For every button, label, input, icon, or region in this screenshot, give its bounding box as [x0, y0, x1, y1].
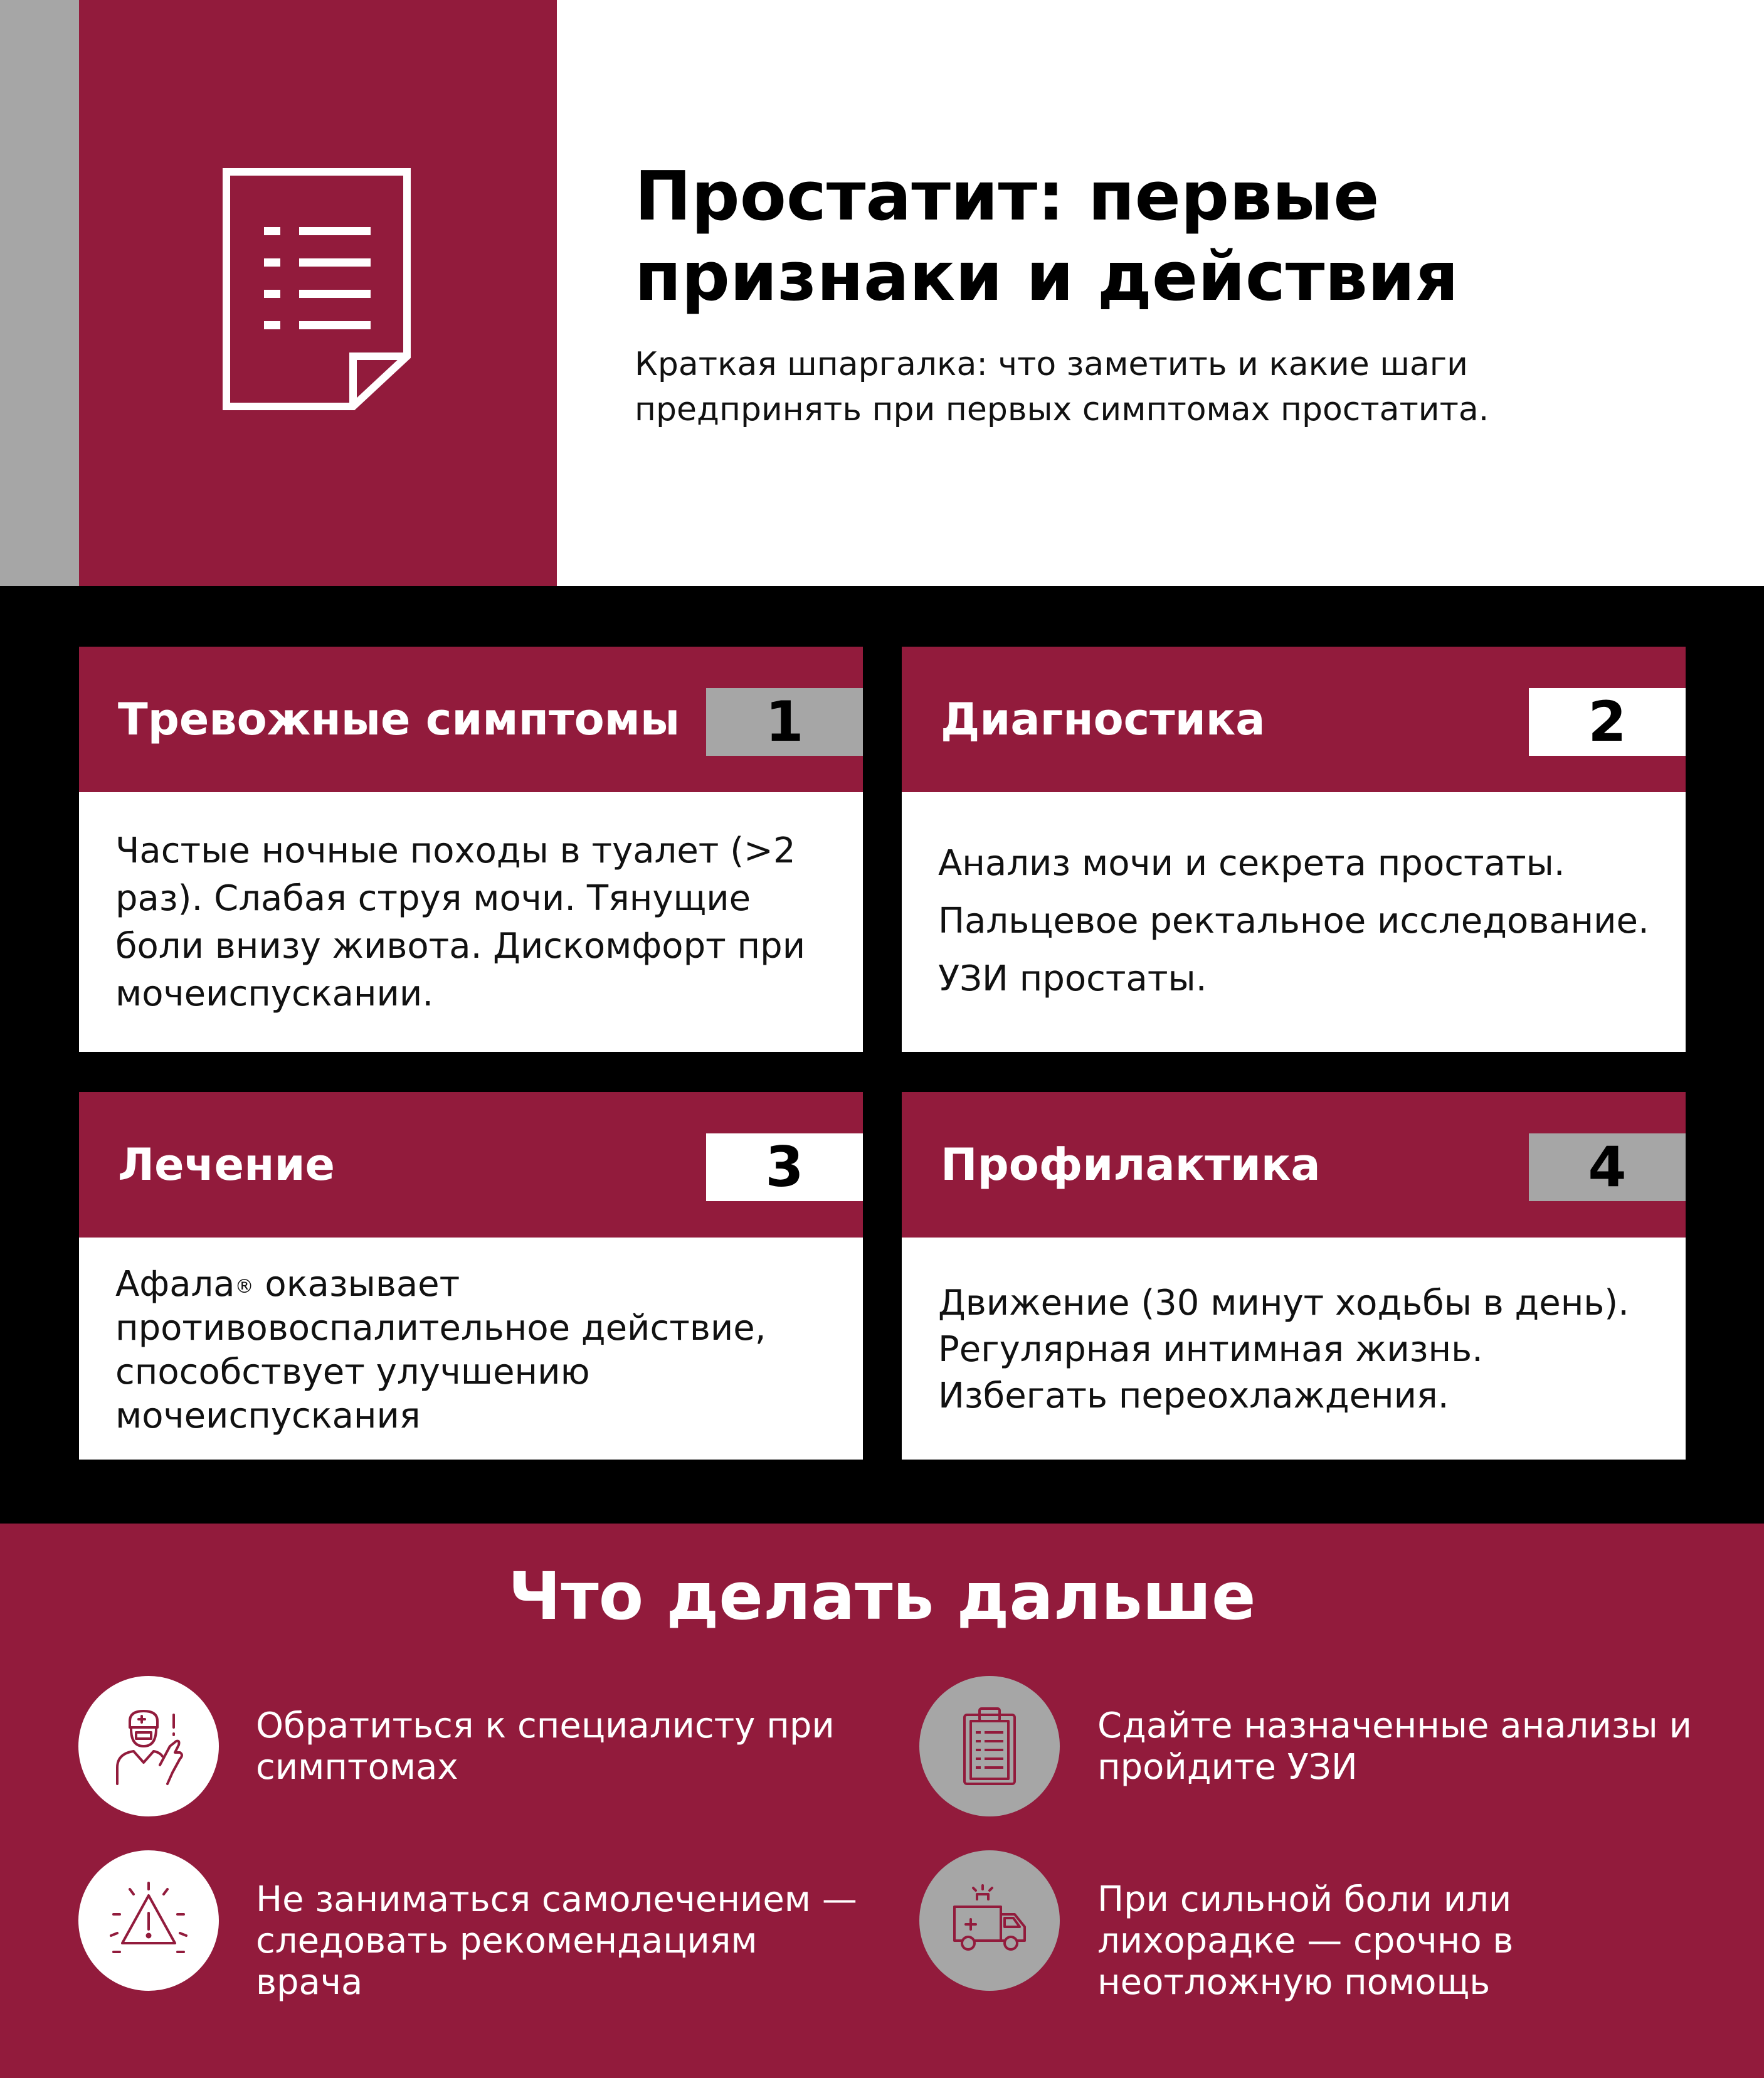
registered-mark: ®	[235, 1276, 254, 1298]
card-text-rest: оказывает противовоспалительное действие, способствует улучшению мочеиспускания	[115, 1264, 766, 1436]
step-icon-circle	[78, 1676, 219, 1816]
step-text: При сильной боли или лихорадке — срочно в неотложную помощь	[1097, 1879, 1514, 2003]
card-number-badge: 1	[706, 688, 863, 756]
step-icon-circle	[919, 1850, 1060, 1991]
card-number-badge: 2	[1529, 688, 1686, 756]
card-text-line: УЗИ простаты.	[938, 958, 1207, 999]
card-number-badge: 4	[1529, 1133, 1686, 1201]
card-treatment	[79, 1092, 863, 1460]
card-title: Профилактика	[941, 1139, 1321, 1190]
doctor-icon	[105, 1702, 193, 1790]
card-title: Тревожные симптомы	[118, 694, 680, 745]
card-header	[79, 647, 863, 792]
warning-icon	[105, 1877, 193, 1964]
next-steps-title: Что делать дальше	[508, 1558, 1256, 1635]
card-diagnostics	[902, 647, 1686, 1052]
card-title: Лечение	[118, 1139, 335, 1190]
page-title: Простатит: первые признаки и действия	[635, 157, 1459, 316]
card-text-line: Избегать переохлаждения.	[938, 1376, 1449, 1416]
card-symptoms	[79, 647, 863, 1052]
card-header	[902, 1092, 1686, 1238]
step-text: Сдайте назначенные анализы и пройдите УЗИ	[1097, 1705, 1692, 1788]
card-text	[115, 1263, 843, 1438]
card-body	[115, 827, 843, 1018]
card-number-badge: 3	[706, 1133, 863, 1201]
card-header	[902, 647, 1686, 792]
step-text: Обратиться к специалисту при симптомах	[256, 1705, 835, 1788]
step-text: Не заниматься самолечением — следовать рекомендациям врача	[256, 1879, 857, 2003]
card-body	[938, 835, 1666, 1008]
card-text-line: Анализ мочи и секрета простаты.	[938, 843, 1565, 884]
clipboard-icon	[946, 1702, 1033, 1790]
card-text-line: Движение (30 минут ходьбы в день).	[938, 1283, 1629, 1323]
card-body	[938, 1280, 1666, 1419]
card-text-line: Регулярная интимная жизнь.	[938, 1329, 1483, 1370]
step-icon-circle	[78, 1850, 219, 1991]
card-header	[79, 1092, 863, 1238]
ambulance-icon	[946, 1877, 1033, 1964]
card-prevention	[902, 1092, 1686, 1460]
document-list-icon	[223, 168, 411, 410]
card-text-line: Пальцевое ректальное исследование.	[938, 901, 1649, 941]
grey-side-strip	[0, 0, 79, 586]
card-body	[115, 1263, 843, 1438]
card-text: Частые ночные походы в туалет (>2 раз). Слабая струя мочи. Тянущие боли внизу живота. Дискомфорт при мочеиспускании.	[115, 830, 806, 1014]
step-icon-circle	[919, 1676, 1060, 1816]
page-subtitle: Краткая шпаргалка: что заметить и какие шаги предпринять при первых симптомах простатита.	[635, 346, 1489, 428]
card-title: Диагностика	[941, 694, 1265, 745]
brand-name: Афала	[115, 1264, 235, 1305]
